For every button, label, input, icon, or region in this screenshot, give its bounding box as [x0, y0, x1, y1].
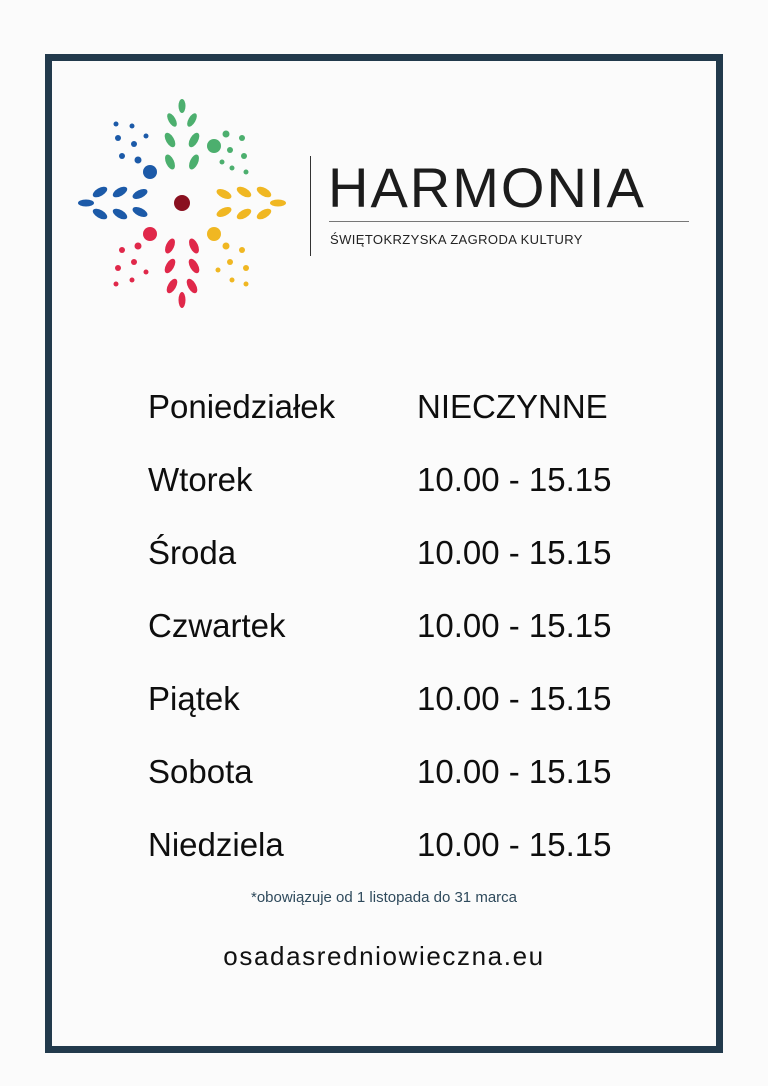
schedule-row — [148, 370, 668, 443]
day-hours: 10.00 - 15.15 — [417, 460, 612, 498]
opening-hours-table — [148, 370, 668, 881]
website-url: osadasredniowieczna.eu — [223, 941, 545, 971]
day-name: Sobota — [148, 752, 253, 790]
schedule-row — [148, 735, 668, 808]
schedule-row — [148, 443, 668, 516]
schedule-row — [148, 662, 668, 735]
day-hours: 10.00 - 15.15 — [417, 533, 612, 571]
day-hours: NIECZYNNE — [417, 387, 608, 425]
day-name: Środa — [148, 533, 237, 571]
day-hours: 10.00 - 15.15 — [417, 752, 612, 790]
folk-flower-logo-icon — [74, 96, 290, 312]
day-hours: 10.00 - 15.15 — [417, 679, 612, 717]
schedule-row — [148, 808, 668, 881]
day-name: Czwartek — [148, 606, 286, 644]
brand-name: HARMONIA — [328, 156, 646, 219]
day-name: Wtorek — [148, 460, 253, 498]
day-hours: 10.00 - 15.15 — [417, 825, 612, 863]
brand-subtitle: ŚWIĘTOKRZYSKA ZAGRODA KULTURY — [330, 232, 583, 247]
validity-note: *obowiązuje od 1 listopada do 31 marca — [250, 889, 517, 906]
brand-underline — [329, 221, 689, 222]
day-hours: 10.00 - 15.15 — [417, 606, 612, 644]
day-name: Niedziela — [148, 825, 284, 863]
day-name: Poniedziałek — [148, 387, 336, 425]
schedule-row — [148, 516, 668, 589]
schedule-row — [148, 589, 668, 662]
logo-divider — [310, 156, 311, 256]
day-name: Piątek — [148, 679, 240, 717]
